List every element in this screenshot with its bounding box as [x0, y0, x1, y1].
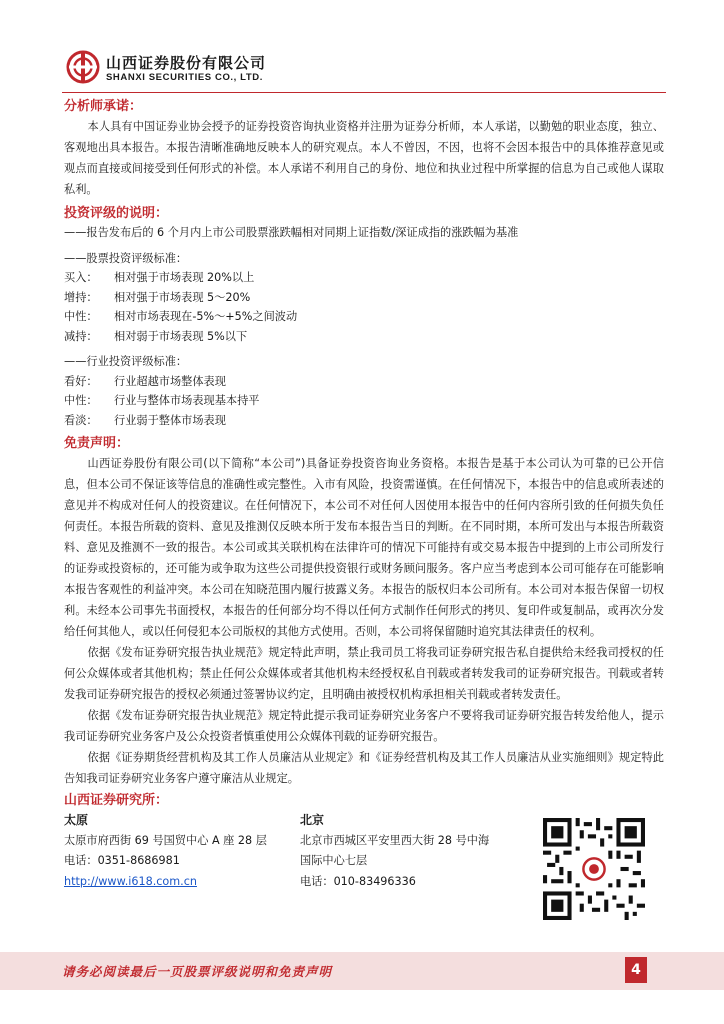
rating-title: 投资评级的说明：	[64, 206, 169, 221]
rating-value: 相对市场表现在-5%～+5%之间波动	[114, 310, 298, 323]
rating-value: 行业超越市场整体表现	[114, 374, 226, 388]
stock-rating-row	[64, 307, 664, 327]
rating-key: 中性：	[64, 394, 98, 407]
beijing-address-block	[300, 810, 489, 892]
page-header	[66, 48, 666, 88]
rating-value: 相对强于市场表现 5～20%	[114, 290, 251, 304]
company-name-en: SHANXI SECURITIES CO., LTD.	[106, 72, 263, 83]
industry-rating-row	[64, 391, 664, 411]
qr-code-icon	[543, 818, 645, 920]
stock-rating-row	[64, 268, 664, 288]
rating-key: 看淡：	[64, 413, 98, 427]
footer-notice: 请务必阅读最后一页股票评级说明和免责声明	[62, 964, 333, 979]
rating-value: 相对强于市场表现 20%以上	[114, 271, 255, 284]
page-content	[64, 97, 664, 900]
company-logo-icon	[66, 50, 100, 84]
rating-key: 减持：	[64, 329, 98, 343]
beijing-phone: 电话：010-83496336	[300, 874, 416, 888]
industry-rating-row	[64, 372, 664, 392]
taiyuan-phone: 电话：0351-8686981	[64, 854, 180, 867]
rating-key: 增持：	[64, 290, 98, 304]
beijing-address-line2: 国际中心七层	[300, 854, 368, 867]
rating-intro: ——报告发布后的 6 个月内上市公司股票涨跌幅相对同期上证指数/深证成指的涨跌幅为基准	[64, 226, 519, 239]
disclaimer-paragraph: 依据《发布证券研究报告执业规范》规定特此提示我司证券研究业务客户不要将我司证券研究报告转发给他人，提示我司证券研究业务客户及公众投资者慎重使用公众媒体刊载的证券研究报告。	[64, 709, 664, 743]
taiyuan-address: 太原市府西街 69 号国贸中心 A 座 28 层	[64, 833, 267, 847]
industry-rating-header: ——行业投资评级标准：	[64, 355, 188, 368]
company-name-cn: 山西证券股份有限公司	[106, 54, 267, 72]
stock-rating-header: ——股票投资评级标准：	[64, 251, 188, 265]
disclaimer-paragraph: 依据《证券期货经营机构及其工作人员廉洁从业规定》和《证券经营机构及其工作人员廉洁从业实施细则》规定特此告知我司证券研究业务客户遵守廉洁从业规定。	[64, 751, 664, 785]
rating-key: 买入：	[64, 271, 98, 284]
industry-rating-row	[64, 411, 664, 431]
rating-value: 行业与整体市场表现基本持平	[114, 394, 260, 407]
analyst-text: 本人具有中国证券业协会授予的证券投资咨询执业资格并注册为证券分析师，本人承诺，以勤勉的职业态度，独立、客观地出具本报告。本报告清晰准确地反映本人的研究观点。本人不曾因，不因，也将不会因本报告中的具体推荐意见或观点而直接或间接受到任何形式的补偿。本人承诺不利用自己的身份、地位和执业过程中所掌握的信息为自己或他人谋取私利。	[64, 120, 664, 196]
rating-key: 中性：	[64, 310, 98, 323]
website-link[interactable]: http://www.i618.com.cn	[64, 874, 197, 888]
disclaimer-paragraph: 依据《发布证券研究报告执业规范》规定特此声明，禁止我司员工将我司证券研究报告私自提供给未经我司授权的任何公众媒体或者其他机构；禁止任何公众媒体或者其他机构未经授权私自刊载或者转发我司的证券研究报告。刊载或者转发我司证券研究报告的授权必须通过签署协议约定，且明确由被授权机构承担相关刊载或者转发责任。	[64, 646, 664, 701]
disclaimer-paragraph: 山西证券股份有限公司(以下简称“本公司”)具备证券投资咨询业务资格。本报告是基于本公司认为可靠的已公开信息，但本公司不保证该等信息的准确性或完整性。入市有风险，投资需谨慎。在任何情况下，本报告中的信息或所表述的意见并不构成对任何人的投资建议。在任何情况下，本公司不对任何人因使用本报告中的任何内容所引致的任何损失负任何责任。本报告所载的资料、意见及推测仅反映本所于发布本报告当日的判断。在不同时期，本所可发出与本报告所载资料、意见及推测不一致的报告。本公司或其关联机构在法律许可的情况下可能持有或交易本报告中提到的上市公司所发行的证券或投资标的，还可能为或争取为这些公司提供投资银行或财务顾问服务。客户应当考虑到本公司可能存在可能影响本报告客观性的利益冲突。本公司在知晓范围内履行披露义务。本报告的版权归本公司所有。本公司对本报告保留一切权利。未经本公司事先书面授权，本报告的任何部分均不得以任何方式制作任何形式的拷贝、复印件或复制品，或再次分发给任何其他人，或以任何侵犯本公司版权的其他方式使用。否则，本公司将保留随时追究其法律责任的权利。	[64, 457, 664, 638]
analyst-title: 分析师承诺：	[64, 99, 143, 114]
stock-rating-row	[64, 327, 664, 347]
header-divider	[62, 92, 666, 93]
page-number: 4	[625, 957, 647, 983]
beijing-address: 北京市西城区平安里西大街 28 号中海	[300, 833, 490, 847]
disclaimer-title: 免责声明：	[64, 436, 130, 451]
taiyuan-city: 太原	[64, 813, 89, 827]
rating-key: 看好：	[64, 374, 98, 388]
rating-value: 相对弱于市场表现 5%以下	[114, 329, 248, 343]
institute-title: 山西证券研究所：	[64, 793, 169, 808]
rating-value: 行业弱于整体市场表现	[114, 413, 226, 427]
taiyuan-address-block	[64, 810, 267, 892]
stock-rating-row	[64, 288, 664, 308]
beijing-city: 北京	[300, 813, 325, 827]
